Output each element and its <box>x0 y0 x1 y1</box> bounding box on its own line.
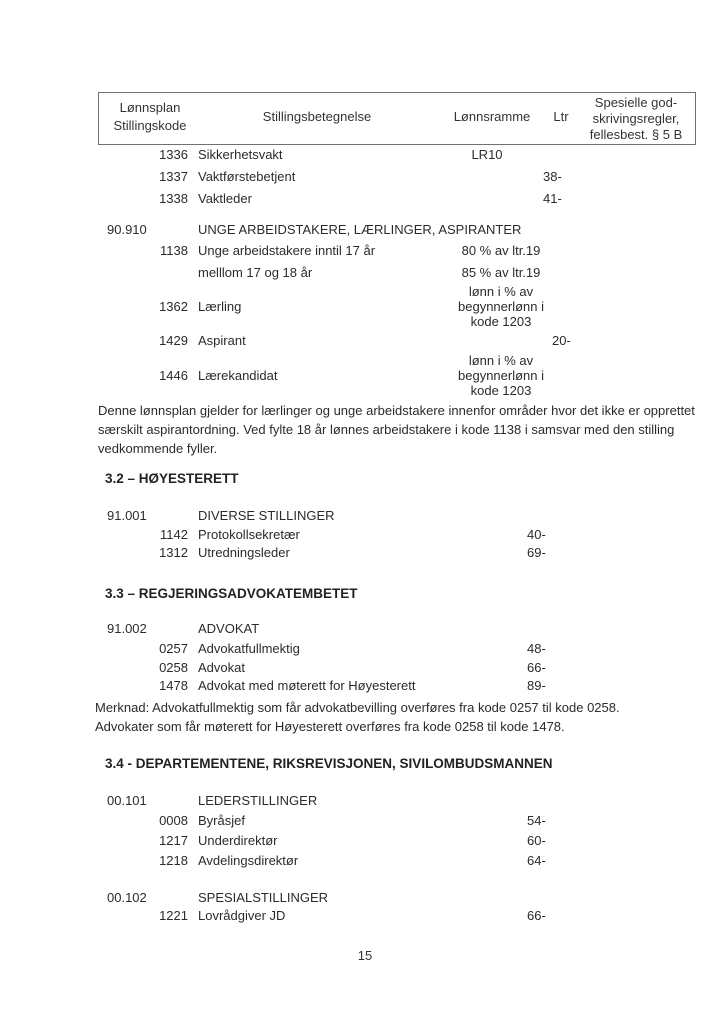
stillingsbetegnelse: Underdirektør <box>198 833 278 848</box>
stillingskode: 1337 <box>159 169 188 184</box>
table-row <box>0 527 719 544</box>
table-row <box>0 265 719 282</box>
lonnsplan-title: SPESIALSTILLINGER <box>198 890 329 905</box>
note-line: Denne lønnsplan gjelder for lærlinger og unge arbeidstakere innenfor områder hvor det ikke er opprettet <box>98 403 695 418</box>
table-row <box>0 299 719 316</box>
lonnsplan-row <box>0 508 719 525</box>
header-ltr: Ltr <box>553 109 569 124</box>
stillingskode: 1336 <box>159 147 188 162</box>
merknad-note <box>95 698 620 736</box>
lonnsplan-row <box>0 890 719 907</box>
section-heading: 3.3 – REGJERINGSADVOKATEMBETET <box>105 586 358 601</box>
stillingsbetegnelse: Aspirant <box>198 333 246 348</box>
table-row <box>0 545 719 562</box>
stillingskode: 1217 <box>159 833 188 848</box>
lonnsramme-line: kode 1203 <box>470 383 532 398</box>
lonnsramme-line: begynnerlønn i <box>458 368 544 383</box>
stillingsbetegnelse: Lovrådgiver JD <box>198 908 286 923</box>
note-line: Advokater som får møterett for Høyesterett overføres fra kode 0258 til kode 1478. <box>95 719 565 734</box>
stillingskode: 1218 <box>159 853 188 868</box>
table-row <box>0 368 719 385</box>
ltr-value: 64- <box>527 853 546 868</box>
stillingsbetegnelse: Sikkerhetsvakt <box>198 147 283 162</box>
stillingskode: 1429 <box>159 333 188 348</box>
table-row <box>0 333 719 350</box>
ltr-value: 66- <box>527 660 546 675</box>
stillingskode: 0257 <box>159 641 188 656</box>
table-row <box>0 678 719 695</box>
ltr-value: 54- <box>527 813 546 828</box>
lonnsplan-title: UNGE ARBEIDSTAKERE, LÆRLINGER, ASPIRANTER <box>198 222 522 237</box>
stillingskode: 1312 <box>159 545 188 560</box>
table-row <box>0 641 719 658</box>
lonnsramme-line: begynnerlønn i <box>458 299 544 314</box>
header-spesielle-line3: fellesbest. § 5 B <box>589 127 683 142</box>
ltr-value: 38- <box>543 169 562 184</box>
stillingsbetegnelse: Vaktførstebetjent <box>198 169 296 184</box>
table-row <box>0 147 719 164</box>
stillingskode: 1138 <box>160 243 188 258</box>
stillingskode: 1362 <box>159 299 188 314</box>
ltr-value: 60- <box>527 833 546 848</box>
note-line: Merknad: Advokatfullmektig som får advokatbevilling overføres fra kode 0257 til kode 0258. <box>95 700 620 715</box>
stillingskode: 1478 <box>159 678 188 693</box>
section-heading: 3.4 - DEPARTEMENTENE, RIKSREVISJONEN, SIVILOMBUDSMANNEN <box>105 756 553 771</box>
header-lonnsplan: Lønnsplan <box>119 100 181 115</box>
ltr-value: 40- <box>527 527 546 542</box>
lonnsplan-row <box>0 222 719 239</box>
lonnsplan-code: 91.001 <box>107 508 147 523</box>
table-row <box>0 853 719 870</box>
ltr-value: 41- <box>543 191 562 206</box>
lonnsramme-value: 85 % av ltr.19 <box>461 265 541 280</box>
stillingsbetegnelse: Utredningsleder <box>198 545 290 560</box>
stillingsbetegnelse: Lærekandidat <box>198 368 278 383</box>
stillingsbetegnelse: Avdelingsdirektør <box>198 853 299 868</box>
lonnsramme-value: 80 % av ltr.19 <box>461 243 541 258</box>
lonnsplan-code: 91.002 <box>107 621 147 636</box>
lonnsplan-row <box>0 621 719 638</box>
table-row <box>0 908 719 925</box>
table-row <box>0 169 719 186</box>
ltr-value: 69- <box>527 545 546 560</box>
stillingsbetegnelse: melllom 17 og 18 år <box>198 265 313 280</box>
lonnsramme-line: lønn i % av <box>468 284 534 299</box>
lonnsplan-title: LEDERSTILLINGER <box>198 793 318 808</box>
ltr-value: 20- <box>552 333 571 348</box>
lonnsplan-code: 00.101 <box>107 793 147 808</box>
note-line: særskilt aspirantordning. Ved fylte 18 år lønnes arbeidstakere i kode 1138 i samsvar med den stilling <box>98 422 675 437</box>
lonnsramme-line: kode 1203 <box>470 314 532 329</box>
table-row <box>0 833 719 850</box>
header-stillingskode: Stillingskode <box>113 118 187 133</box>
stillingsbetegnelse: Advokat <box>198 660 245 675</box>
table-row <box>0 660 719 677</box>
note-line: vedkommende fyller. <box>98 441 218 456</box>
header-stillingsbetegnelse: Stillingsbetegnelse <box>262 109 372 124</box>
stillingsbetegnelse: Lærling <box>198 299 242 314</box>
stillingsbetegnelse: Vaktleder <box>198 191 252 206</box>
ltr-value: 48- <box>527 641 546 656</box>
stillingskode: 1338 <box>159 191 188 206</box>
stillingsbetegnelse: Advokatfullmektig <box>198 641 300 656</box>
stillingskode: 0258 <box>159 660 188 675</box>
table-row <box>0 243 719 260</box>
lonnsplan-row <box>0 793 719 810</box>
lonnsplan-code: 90.910 <box>107 222 147 237</box>
table-row <box>0 813 719 830</box>
stillingsbetegnelse: Byråsjef <box>198 813 245 828</box>
ltr-value: 66- <box>527 908 546 923</box>
lonnsplan-code: 00.102 <box>107 890 147 905</box>
stillingskode: 1446 <box>159 368 188 383</box>
stillingsbetegnelse: Protokollsekretær <box>198 527 300 542</box>
lonnsramme-value: LR10 <box>471 147 503 162</box>
stillingskode: 1221 <box>159 908 188 923</box>
lonnsramme-line: lønn i % av <box>468 353 534 368</box>
stillingskode: 0008 <box>159 813 188 828</box>
table-row <box>0 191 719 208</box>
section-heading: 3.2 – HØYESTERETT <box>105 471 239 486</box>
stillingsbetegnelse: Unge arbeidstakere inntil 17 år <box>198 243 376 258</box>
header-lonnsramme: Lønnsramme <box>453 109 531 124</box>
lonnsplan-title: DIVERSE STILLINGER <box>198 508 335 523</box>
header-spesielle-line1: Spesielle god- <box>594 95 678 110</box>
ltr-value: 89- <box>527 678 546 693</box>
stillingsbetegnelse: Advokat med møterett for Høyesterett <box>198 678 416 693</box>
stillingskode: 1142 <box>160 527 188 542</box>
header-spesielle-line2: skrivingsregler, <box>592 111 680 126</box>
page-number: 15 <box>357 948 373 963</box>
lonnsplan-title: ADVOKAT <box>198 621 260 636</box>
plan-note <box>98 401 695 458</box>
